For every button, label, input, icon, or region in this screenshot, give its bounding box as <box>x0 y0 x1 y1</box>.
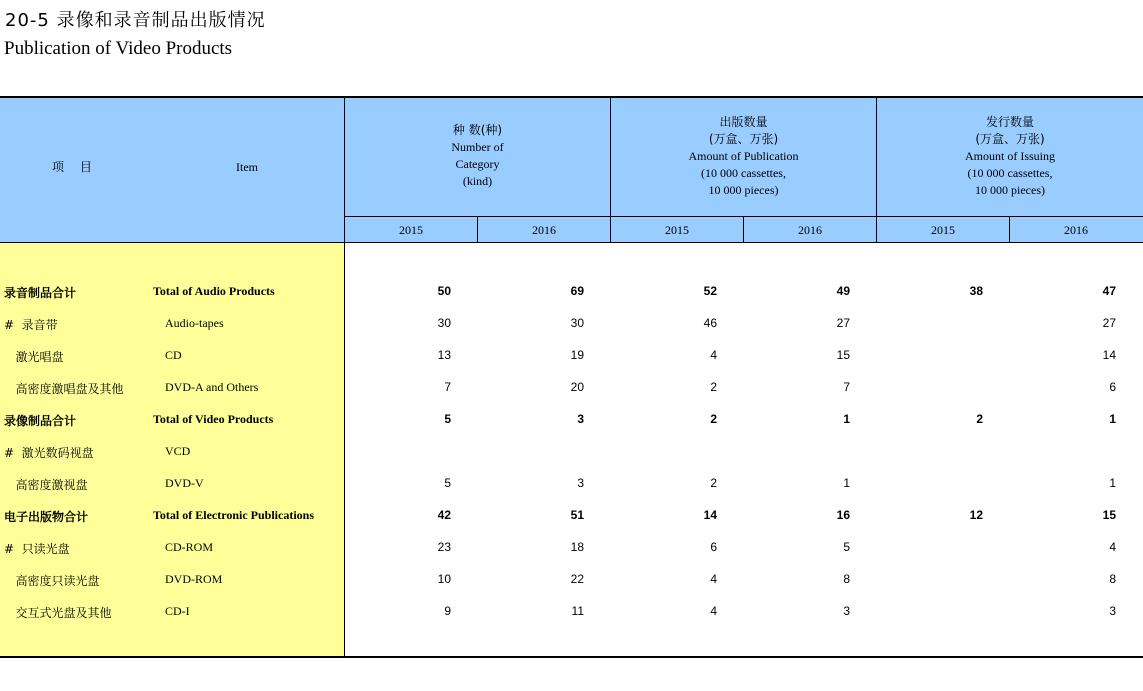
issuing-header-cn: 发行数量 <box>985 115 1034 129</box>
row-value: 52 <box>703 284 717 298</box>
table-row <box>0 410 1143 430</box>
row-label-en: CD <box>165 348 182 362</box>
row-value: 2 <box>710 412 717 426</box>
row-label-en: Audio-tapes <box>165 316 224 330</box>
year-header: 2016 <box>1064 223 1088 237</box>
year-header: 2015 <box>399 223 423 237</box>
publication-header <box>611 114 876 199</box>
row-value: 14 <box>703 508 717 522</box>
page-title-cn: 20-5 录像和录音制品出版情况 <box>5 10 266 31</box>
category-header-cn: 种 数(种) <box>452 123 503 137</box>
statistics-table <box>0 96 1143 658</box>
table-row <box>0 538 1143 558</box>
table-top-rule <box>0 96 1143 98</box>
item-header-cn: 项 目 <box>52 160 98 174</box>
table-row <box>0 506 1143 526</box>
row-value: 15 <box>1102 508 1116 522</box>
row-label-cn: 录像制品合计 <box>4 414 77 428</box>
row-value: 4 <box>1109 540 1116 554</box>
year-header: 2015 <box>665 223 689 237</box>
row-value: 38 <box>969 284 983 298</box>
row-value: 27 <box>836 316 850 330</box>
issuing-header-en2: (10 000 cassettes, <box>967 166 1053 180</box>
row-value: 2 <box>976 412 983 426</box>
row-value: 27 <box>1102 316 1116 330</box>
category-header <box>345 122 610 190</box>
row-value: 14 <box>1102 348 1116 362</box>
row-value: 42 <box>437 508 451 522</box>
row-value: 5 <box>444 412 451 426</box>
year-header: 2015 <box>931 223 955 237</box>
row-value: 3 <box>1109 604 1116 618</box>
header-bottom-rule <box>0 242 1143 243</box>
row-value: 4 <box>710 572 717 586</box>
row-value: 15 <box>836 348 850 362</box>
category-header-en3: (kind) <box>462 174 493 188</box>
row-value: 6 <box>1109 380 1116 394</box>
row-value: 30 <box>437 316 451 330</box>
row-value: 3 <box>843 604 850 618</box>
row-value: 51 <box>570 508 584 522</box>
row-value: 13 <box>437 348 451 362</box>
row-value: 8 <box>843 572 850 586</box>
issuing-header-en3: 10 000 pieces) <box>975 183 1045 197</box>
page-title-en: Publication of Video Products <box>4 38 233 59</box>
row-value: 3 <box>577 412 584 426</box>
publication-header-cn2: (万盒、万张) <box>708 132 779 146</box>
row-value: 5 <box>444 476 451 490</box>
row-label-cn: 电子出版物合计 <box>4 510 89 524</box>
publication-header-en1: Amount of Publication <box>688 149 799 163</box>
row-value: 1 <box>843 412 850 426</box>
category-header-en1: Number of <box>451 140 504 154</box>
row-value: 1 <box>1109 476 1116 490</box>
row-value: 7 <box>444 380 451 394</box>
table-row <box>0 378 1143 398</box>
row-label-en: CD-I <box>165 604 190 618</box>
year-header: 2016 <box>798 223 822 237</box>
row-value: 16 <box>836 508 850 522</box>
row-value: 7 <box>843 380 850 394</box>
row-label-cn: 高密度只读光盘 <box>4 574 100 588</box>
row-value: 46 <box>703 316 717 330</box>
row-label-cn: # 只读光盘 <box>4 542 70 556</box>
row-value: 5 <box>843 540 850 554</box>
row-label-en: Total of Video Products <box>153 412 274 426</box>
row-value: 18 <box>570 540 584 554</box>
publication-header-en3: 10 000 pieces) <box>708 183 779 197</box>
row-value: 4 <box>710 348 717 362</box>
row-value: 50 <box>437 284 451 298</box>
publication-header-cn: 出版数量 <box>719 115 768 129</box>
row-value: 2 <box>710 476 717 490</box>
row-label-cn: 高密度激唱盘及其他 <box>4 382 124 396</box>
row-value: 9 <box>444 604 451 618</box>
row-label-cn: 高密度激视盘 <box>4 478 88 492</box>
issuing-header-cn2: (万盒、万张) <box>975 132 1045 146</box>
row-value: 20 <box>570 380 584 394</box>
issuing-header-en1: Amount of Issuing <box>965 149 1055 163</box>
row-label-cn: # 激光数码视盘 <box>4 446 94 460</box>
row-label-cn: 交互式光盘及其他 <box>4 606 112 620</box>
table-row <box>0 346 1143 366</box>
row-label-en: Total of Electronic Publications <box>153 508 315 522</box>
table-row <box>0 474 1143 494</box>
row-value: 8 <box>1109 572 1116 586</box>
row-value: 1 <box>1109 412 1116 426</box>
row-value: 11 <box>571 604 584 618</box>
row-value: 6 <box>710 540 717 554</box>
row-label-en: Total of Audio Products <box>153 284 275 298</box>
row-label-en: CD-ROM <box>165 540 214 554</box>
publication-header-en2: (10 000 cassettes, <box>701 166 786 180</box>
table-row <box>0 282 1143 302</box>
table-row <box>0 314 1143 334</box>
row-label-cn: 激光唱盘 <box>4 350 64 364</box>
row-label-en: DVD-V <box>165 476 204 490</box>
row-value: 22 <box>570 572 584 586</box>
table-row <box>0 602 1143 622</box>
row-label-cn: # 录音带 <box>4 318 58 332</box>
category-header-en2: Category <box>455 157 500 171</box>
table-row <box>0 442 1143 462</box>
row-value: 3 <box>577 476 584 490</box>
row-value: 1 <box>843 476 850 490</box>
row-value: 47 <box>1102 284 1116 298</box>
year-header: 2016 <box>532 223 556 237</box>
row-label-cn: 录音制品合计 <box>4 286 77 300</box>
table-bottom-rule <box>0 656 1143 658</box>
row-value: 10 <box>437 572 451 586</box>
row-label-en: DVD-A and Others <box>165 380 259 394</box>
row-label-en: DVD-ROM <box>165 572 223 586</box>
row-value: 12 <box>969 508 983 522</box>
row-label-en: VCD <box>165 444 191 458</box>
row-value: 69 <box>570 284 584 298</box>
issuing-header <box>877 114 1143 199</box>
row-value: 23 <box>437 540 451 554</box>
row-value: 30 <box>570 316 584 330</box>
item-header-en: Item <box>236 160 258 174</box>
table-row <box>0 570 1143 590</box>
row-value: 4 <box>710 604 717 618</box>
row-value: 49 <box>836 284 850 298</box>
row-value: 2 <box>710 380 717 394</box>
row-value: 19 <box>570 348 584 362</box>
